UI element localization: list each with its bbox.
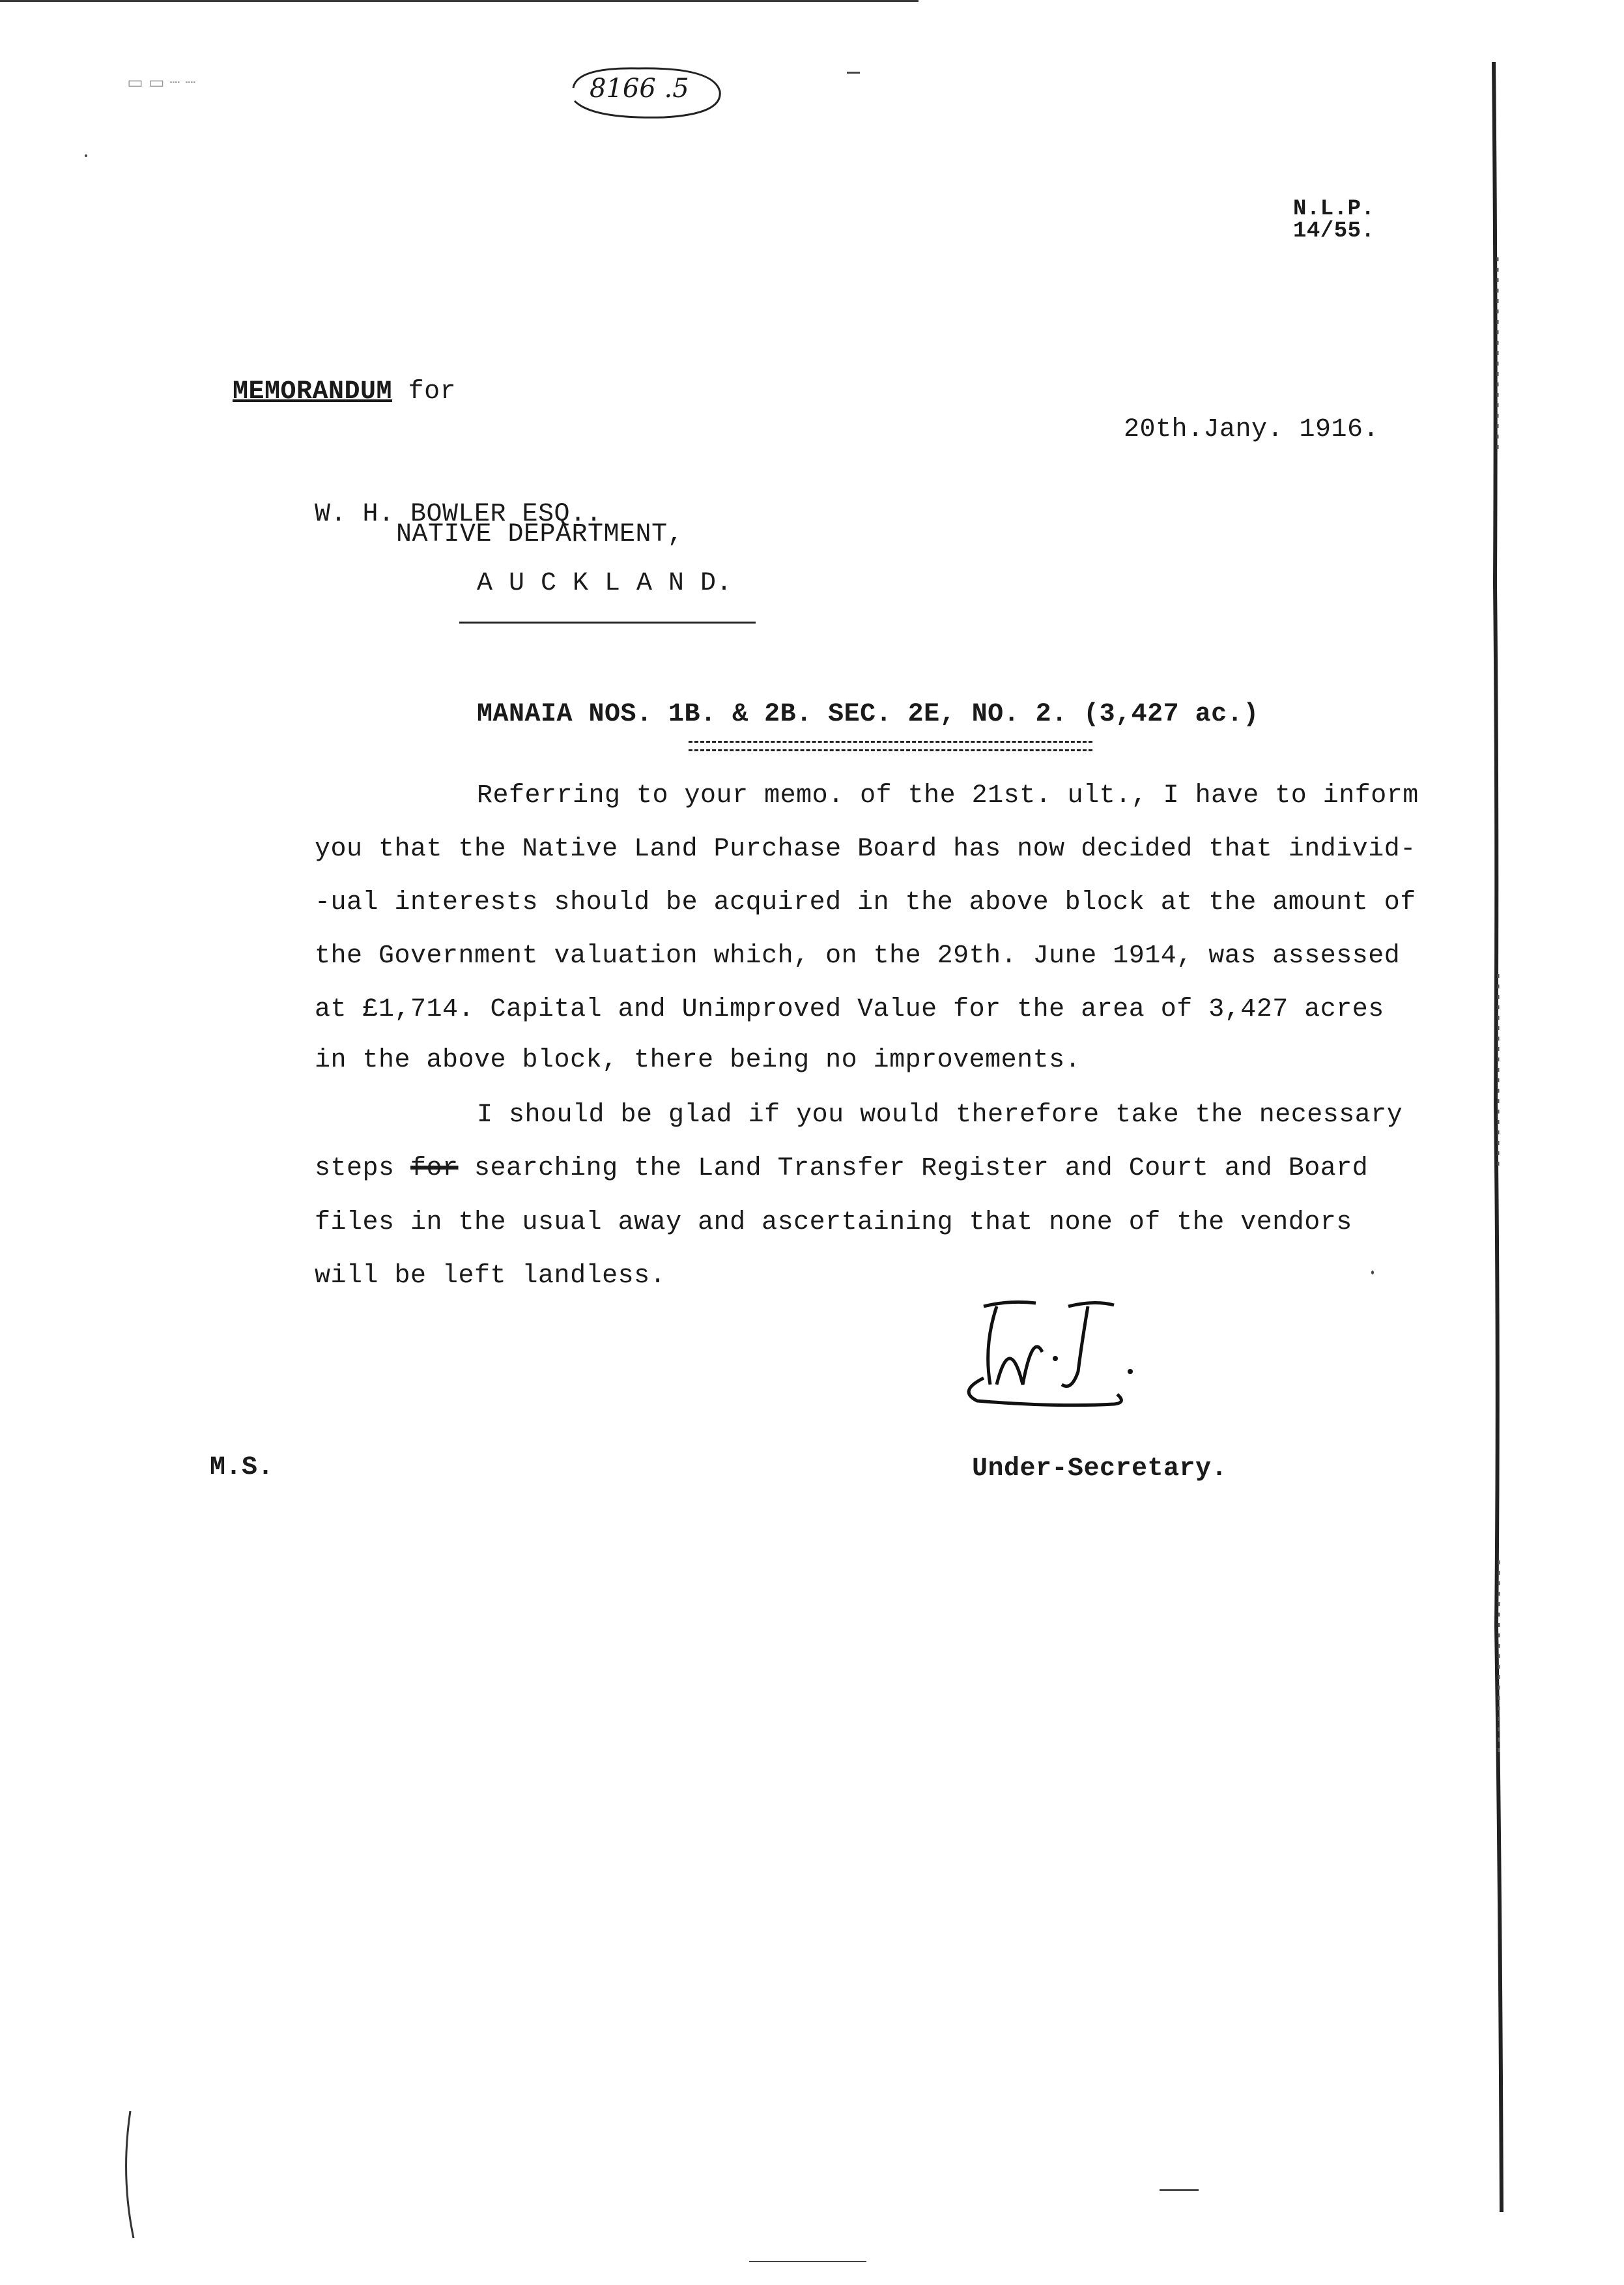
body-line-7: I should be glad if you would therefore take the necessary: [477, 1100, 1403, 1130]
body-line-6: in the above block, there being no improvements.: [315, 1046, 1081, 1075]
scan-speck: [847, 72, 860, 74]
addressee-city: A U C K L A N D.: [477, 569, 733, 598]
signature-strokes: [958, 1293, 1153, 1424]
left-curve-line: [117, 2111, 143, 2241]
addressee-name: W. H. BOWLER ESQ..: [315, 500, 603, 529]
archive-reference: [567, 62, 730, 124]
subject-line: MANAIA NOS. 1B. & 2B. SEC. 2E, NO. 2. (3,427 ac.): [477, 700, 1259, 729]
faint-stamp-mark: ▭ ▭ ┈ ┈: [127, 73, 196, 93]
memo-heading-word: MEMORANDUM: [233, 377, 393, 407]
memo-heading-for: for: [408, 377, 457, 407]
archive-reference-text: 8166 .5: [590, 74, 689, 104]
body-line-10: will be left landless.: [315, 1261, 666, 1291]
addressee-underline: [459, 622, 756, 624]
body-line-3: -ual interests should be acquired in the above block at the amount of: [315, 888, 1416, 917]
subject-double-underline: [689, 741, 1092, 751]
scan-speck: [85, 154, 87, 157]
file-ref-line1: N.L.P.: [1293, 197, 1375, 222]
memo-heading: [233, 377, 456, 408]
scanned-edge-line: [1489, 62, 1508, 2212]
handwritten-signature: [958, 1293, 1153, 1424]
addressee-department: NATIVE DEPARTMENT,: [396, 520, 684, 549]
memo-date: 20th.Jany. 1916.: [1124, 415, 1380, 444]
body-line-8: [315, 1153, 1368, 1185]
body-line-8-start: steps: [315, 1154, 411, 1183]
file-ref-line2: 14/55.: [1293, 219, 1375, 244]
scan-speck: [1371, 1271, 1374, 1274]
initials-left: M.S.: [210, 1453, 274, 1482]
top-edge-rule: [0, 0, 919, 2]
body-line-2: you that the Native Land Purchase Board has now decided that individ-: [315, 835, 1416, 864]
body-line-5: at £1,714. Capital and Unimproved Value for the area of 3,427 acres: [315, 995, 1384, 1024]
body-line-4: the Government valuation which, on the 29th. June 1914, was assessed: [315, 941, 1401, 971]
scan-speck: [749, 2261, 866, 2262]
body-line-8-end: searching the Land Transfer Register and Court and Board: [458, 1154, 1369, 1183]
body-line-9: files in the usual away and ascertaining that none of the vendors: [315, 1208, 1352, 1237]
scanned-right-edge: [1489, 62, 1508, 2212]
struck-word: for: [410, 1154, 459, 1183]
scanned-left-curve: [117, 2111, 143, 2241]
scan-speck: [1160, 2189, 1199, 2191]
signatory-title: Under-Secretary.: [972, 1454, 1228, 1484]
body-line-1: Referring to your memo. of the 21st. ult., I have to inform: [477, 781, 1419, 811]
